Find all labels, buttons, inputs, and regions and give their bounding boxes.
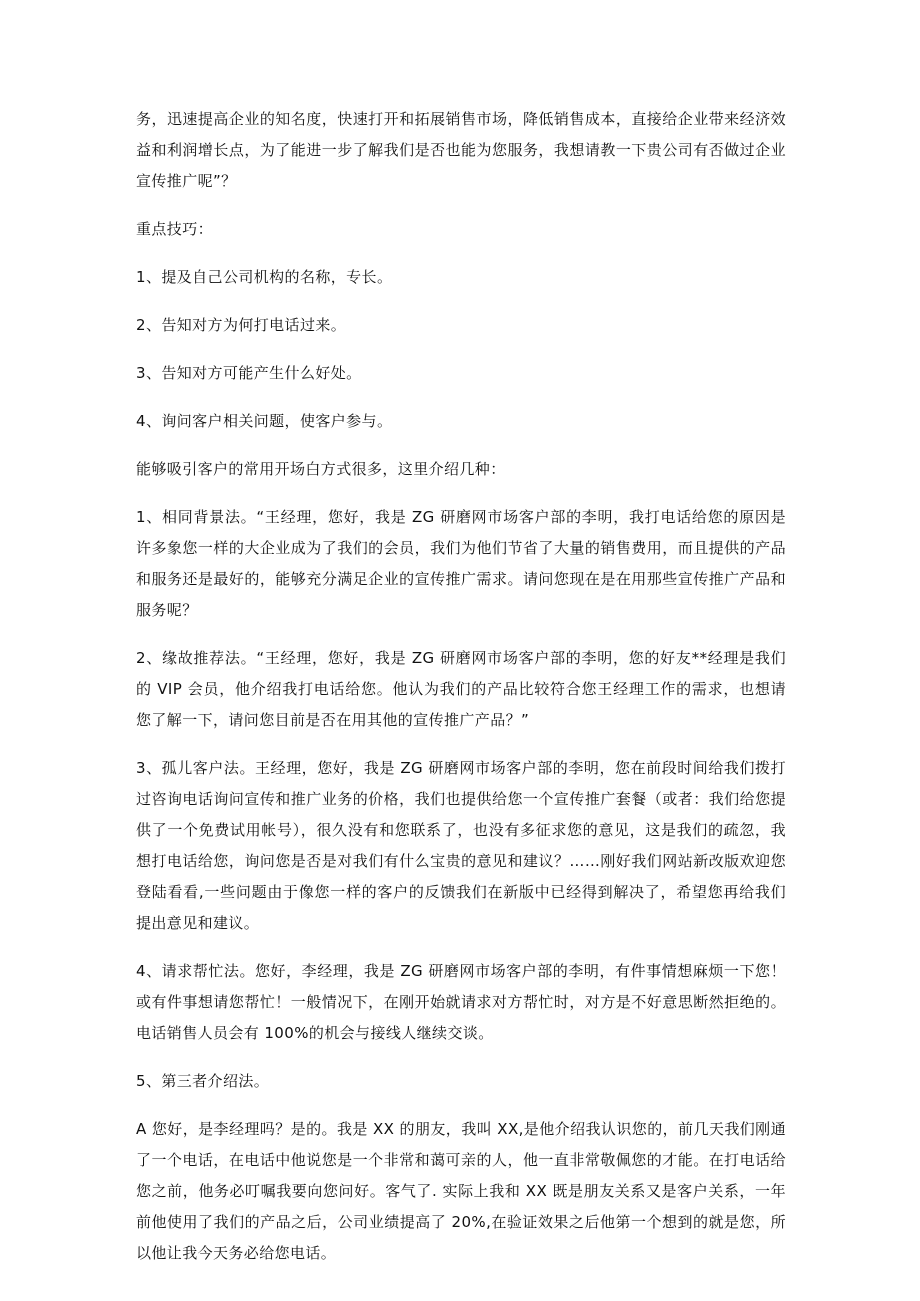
paragraph-example-a: A 您好，是李经理吗？是的。我是 XX 的朋友，我叫 XX,是他介绍我认识您的，前几天我们刚通了一个电话，在电话中他说您是一个非常和蔼可亲的人，他一直非常敬佩您的才能。在打电话给您之前，他务必叮嘱我要向您问好。客气了. 实际上我和 XX 既是朋友关系又是客户关系，一年前他使用了我们的产品之后，公司业绩提高了 20%,在验证效果之后他第一个想到的就是您，所以他让我今天务必给您电话。 xyxy=(136,1120,786,1262)
paragraph-intro-continuation: 务，迅速提高企业的知名度，快速打开和拓展销售市场，降低销售成本，直接给企业带来经济效益和利润增长点，为了能进一步了解我们是否也能为您服务，我想请教一下贵公司有否做过企业宣传推广呢”？ xyxy=(136,110,786,190)
paragraph-method-2: 2、缘故推荐法。“王经理，您好，我是 ZG 研磨网市场客户部的李明，您的好友**经理是我们的 VIP 会员，他介绍我打电话给您。他认为我们的产品比较符合您王经理工作的需求，也想请您了解一下，请问您目前是否在用其他的宣传推广产品？” xyxy=(136,649,786,729)
paragraph-method-4: 4、请求帮忙法。您好，李经理，我是 ZG 研磨网市场客户部的李明，有件事情想麻烦一下您！或有件事想请您帮忙！一般情况下，在刚开始就请求对方帮忙时，对方是不好意思断然拒绝的。电话销售人员会有 100%的机会与接线人继续交谈。 xyxy=(136,962,786,1042)
paragraph-skill-2: 2、告知对方为何打电话过来。 xyxy=(136,316,347,334)
paragraph-openers-intro: 能够吸引客户的常用开场白方式很多，这里介绍几种： xyxy=(136,460,506,478)
paragraph-method-5: 5、第三者介绍法。 xyxy=(136,1072,270,1090)
paragraph-method-3: 3、孤儿客户法。王经理，您好，我是 ZG 研磨网市场客户部的李明，您在前段时间给我们拨打过咨询电话询问宣传和推广业务的价格，我们也提供给您一个宣传推广套餐（或者：我们给您提供了一个免费试用帐号），很久没有和您联系了，也没有多征求您的意见，这是我们的疏忽，我想打电话给您，询问您是否是对我们有什么宝贵的意见和建议？……刚好我们网站新改版欢迎您登陆看看,一些问题由于像您一样的客户的反馈我们在新版中已经得到解决了，希望您再给我们提出意见和建议。 xyxy=(136,759,786,932)
paragraph-method-1: 1、相同背景法。“王经理，您好，我是 ZG 研磨网市场客户部的李明，我打电话给您的原因是许多象您一样的大企业成为了我们的会员，我们为他们节省了大量的销售费用，而且提供的产品和服务还是最好的，能够充分满足企业的宣传推广需求。请问您现在是在用那些宣传推广产品和服务呢？ xyxy=(136,508,786,619)
document-body xyxy=(136,104,786,1286)
paragraph-skill-1: 1、提及自己公司机构的名称，专长。 xyxy=(136,268,393,286)
paragraph-skill-4: 4、询问客户相关问题，使客户参与。 xyxy=(136,412,393,430)
paragraph-key-skills-heading: 重点技巧： xyxy=(136,220,214,238)
paragraph-skill-3: 3、告知对方可能产生什么好处。 xyxy=(136,364,362,382)
